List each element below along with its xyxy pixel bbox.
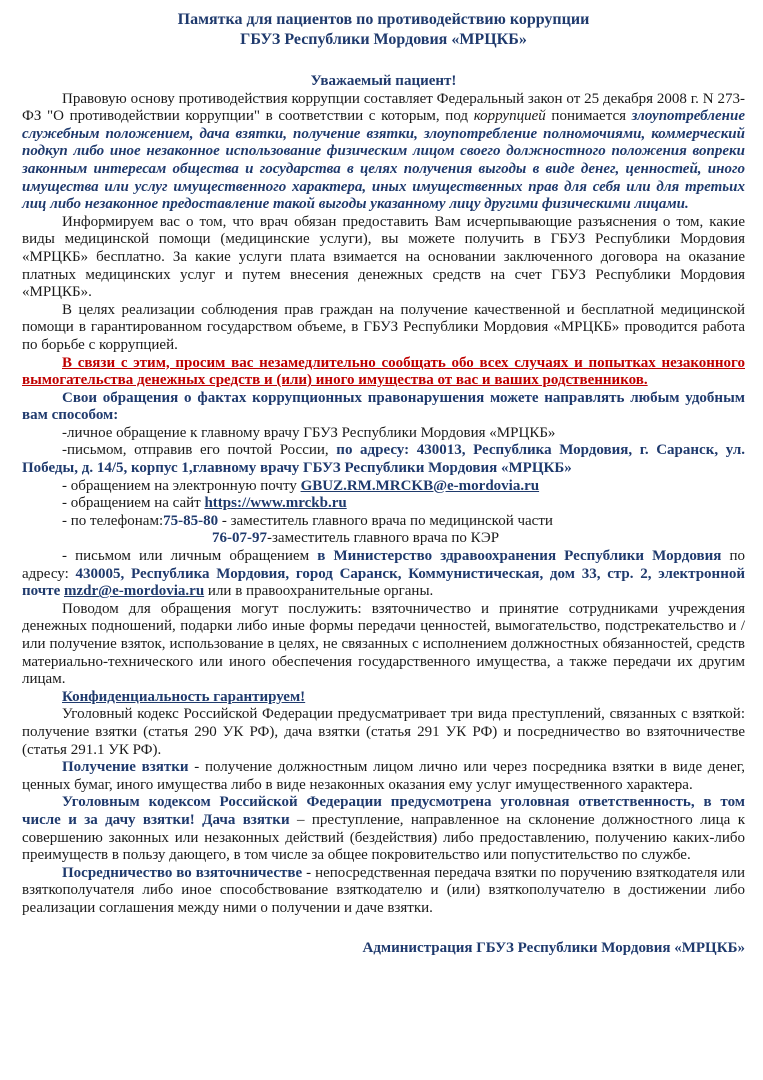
ministry-email-link[interactable]: mzdr@e-mordovia.ru <box>64 583 205 600</box>
site-label: - обращением на сайт <box>62 495 205 512</box>
bribe-receiving-term: Получение взятки <box>62 759 189 776</box>
corruption-definition: злоупотребление служебным положением, дача взятки, получение взятки, злоупотребление полномочиями, коммерческий подкуп либо иное незаконное использование физическим лицом своего должностного положения вопреки законным интересам общества и государства в целях получения выгоды в виде денег, ценностей, иного имущества или услуг имущественного характера, иных имущественных прав для себя или для третьих лиц либо незаконное предоставление такой выгоды указанному лицу другими физическими лицами. <box>22 108 745 213</box>
ministry-address: 430005, Республика Мордовия, город Саранск, Коммунистическая, дом 33, стр. 2, электронной почте <box>22 565 745 600</box>
list-item-ministry <box>22 548 745 601</box>
alert-request: В связи с этим, просим вас незамедлительно сообщать обо всех случаях и попытках незаконного вымогательства денежных средств и (или) иного имущества от вас и ваших родственников. <box>22 354 745 389</box>
email-link[interactable]: GBUZ.RM.MRCKB@e-mordovia.ru <box>300 477 540 494</box>
ministry-text: - письмом или личным обращением <box>62 548 318 565</box>
paragraph-bribe-receiving <box>22 759 745 794</box>
paragraph-bribe-giving <box>22 794 745 864</box>
list-item-letter <box>22 442 745 477</box>
paragraph-doctor-obligation: Информируем вас о том, что врач обязан предоставить Вам исчерпывающие разъяснения о том, какие виды медицинской помощи (медицинские услуги), вы можете получить в ГБУЗ Республики Мордовия «МРЦКБ» бесплатно. За какие услуги плата взимается на основании заключенного договора на оказание платных медицинских услуг и путем внесения денежных средств на счет ГБУЗ Республики Мордовия «МРЦКБ». <box>22 213 745 301</box>
phone-label: - по телефонам: <box>62 512 164 529</box>
paragraph-criminal-code: Уголовный кодекс Российской Федерации предусматривает три вида преступлений, связанных с взяткой: получение взятки (статья 290 УК РФ), дача взятки (статья 291 УК РФ) и посредничество во взяточничестве (статья 291.1 УК РФ). <box>22 706 745 758</box>
paragraph-appeal-methods: Свои обращения о фактах коррупционных правонарушения можете направлять любым удобным вам способом: <box>22 389 745 424</box>
letter-address: по адресу: 430013, Республика Мордовия, г. Саранск, ул. Победы, д. 14/5, корпус 1,главному врачу ГБУЗ Республики Мордовия «МРЦКБ» <box>22 442 746 477</box>
list-item-email <box>62 478 745 496</box>
bribe-giving-term: Уголовным кодексом Российской Федерации предусмотрена уголовная ответственность, в том числе и за дачу взятки! Дача взятки <box>22 794 745 828</box>
ministry-address-label: по адресу: <box>22 548 745 582</box>
greeting: Уважаемый пациент! <box>310 73 457 89</box>
ministry-name: в Министерство здравоохранения Республики Мордовия <box>317 548 722 565</box>
site-link[interactable]: https://www.mrckb.ru <box>204 495 347 512</box>
document-title <box>22 10 745 50</box>
confidentiality-line <box>22 689 745 707</box>
title-line-1: Памятка для пациентов по противодействию коррупции <box>177 11 590 28</box>
bribe-receiving-text: - получение должностным лицом лично или через посредника взятки в виде денег, ценных бумаг, иного имущества либо в виде незаконных оказания ему услуг имущественного характера. <box>22 759 745 793</box>
title-line-2: ГБУЗ Республики Мордовия «МРЦКБ» <box>240 31 527 48</box>
legal-basis-text-2: понимается <box>545 108 632 125</box>
signature: Администрация ГБУЗ Республики Мордовия «МРЦКБ» <box>362 939 745 956</box>
ministry-text-end: или в правоохранительные органы. <box>204 583 434 600</box>
phone-description-1: - заместитель главного врача по медицинской части <box>218 512 553 529</box>
phone-description-2: -заместитель главного врача по КЭР <box>267 530 500 547</box>
corruption-term: коррупцией <box>473 108 546 125</box>
paragraph-appeal-reasons: Поводом для обращения могут послужить: взяточничество и принятие сотрудниками учреждения денежных подношений, подарки либо иные формы передачи ценностей, вымогательство, подстрекательство и /или получение взяток, использование в целях, не связанных с исполнением должностных обязанностей, средств материально-технического или иного обеспечения государственного имущества, а также передачи их другим лицам. <box>22 600 745 688</box>
phone-number-2: 76-07-97 <box>212 530 267 547</box>
paragraph-anticorruption-work: В целях реализации соблюдения прав граждан на получение качественной и бесплатной медицинской помощи в гарантированном государством объеме, в ГБУЗ Республики Мордовия «МРЦКБ» проводится работа по борьбе с коррупцией. <box>22 301 745 353</box>
appeal-contacts-list <box>22 478 745 548</box>
phone-number-1: 75-85-80 <box>163 512 219 529</box>
bribe-giving-text: – преступление, направленное на склонение должностного лица к совершению законных или незаконных действий (бездействия) либо предоставлению, получению каких-либо преимуществ в пользу дающего, в том числе за общее покровительство или попустительство по службе. <box>22 811 745 864</box>
list-item-site <box>62 495 745 513</box>
paragraph-legal-basis <box>22 91 745 214</box>
paragraph-bribe-mediation <box>22 865 745 918</box>
appeal-methods-list <box>22 425 745 443</box>
legal-basis-text: Правовую основу противодействия коррупции составляет Федеральный закон от 25 декабря 2008 г. N 273-ФЗ "О противодействии коррупции" в соответствии с которым, под <box>22 90 745 125</box>
email-label: - обращением на электронную почту <box>62 477 301 494</box>
list-item-personal: -личное обращение к главному врачу ГБУЗ Республики Мордовия «МРЦКБ» <box>62 424 556 441</box>
list-item-phone-2 <box>62 530 745 548</box>
list-item-phone-1 <box>62 513 745 531</box>
letter-text: -письмом, отправив его почтой России, <box>62 442 337 459</box>
bribe-mediation-text: - непосредственная передача взятки по поручению взяткодателя или взяткополучателя либо иное способствование взяткодателю и (или) взяткополучателю в достижении либо реализации соглашения между ними о получении и даче взятки. <box>22 864 745 916</box>
bribe-mediation-term: Посредничество во взяточничестве <box>62 864 303 881</box>
confidentiality-guarantee: Конфиденциальность гарантируем! <box>62 688 306 705</box>
